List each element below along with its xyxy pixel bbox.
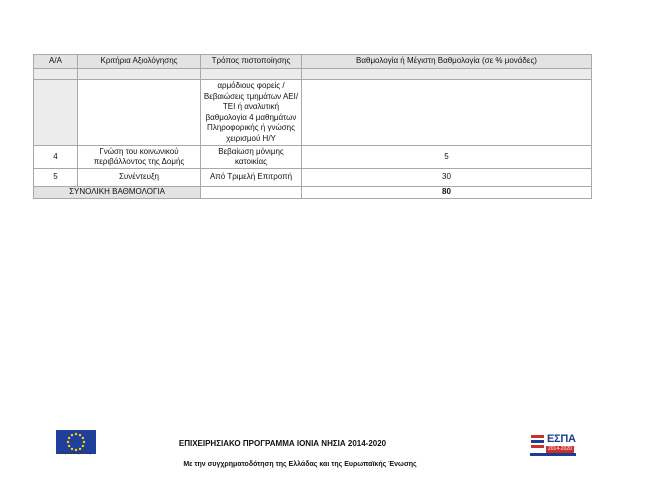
cofinancing-statement: Με την συγχρηματοδότηση της Ελλάδας και της Ευρωπαϊκής Ένωσης (183, 461, 417, 468)
header-criteria: Κριτήρια Αξιολόγησης (78, 55, 201, 69)
espa-underline (530, 453, 576, 456)
espa-brand: ΕΣΠΑ (547, 433, 576, 445)
cell-criterion: Γνώση του κοινωνικού περιβάλλοντος της Δομής (78, 146, 201, 169)
header-score: Βαθμολογία ή Μέγιστη Βαθμολογία (σε % μονάδες) (302, 55, 592, 69)
total-label: ΣΥΝΟΛΙΚΗ ΒΑΘΜΟΛΟΓΙΑ (34, 187, 201, 199)
table-row-continued (34, 80, 592, 146)
cell-certification: αρμόδιους φορείς / Βεβαιώσεις τμημάτων ΑΕΙ/ΤΕΙ ή αναλυτική βαθμολογία 4 μαθημάτων Πληροφορικής ή γνώσης χειρισμού Η/Υ (201, 80, 302, 146)
total-value: 80 (302, 187, 592, 199)
table-header-row (34, 55, 592, 69)
cell-certification: Βεβαίωση μόνιμης κατοικίας (201, 146, 302, 169)
cell-num: 4 (34, 146, 78, 169)
eu-caption: Ευρωπαϊκή Ένωση (60, 451, 92, 455)
header-num: Α/Α (34, 55, 78, 69)
table-total-row (34, 187, 592, 199)
cell-criterion: Συνέντευξη (78, 169, 201, 187)
cell-score: 5 (302, 146, 592, 169)
eu-flag-logo (56, 430, 96, 460)
evaluation-criteria-table (33, 54, 592, 199)
cell-num: 5 (34, 169, 78, 187)
cell-score: 30 (302, 169, 592, 187)
espa-years: 2014-2020 (548, 446, 572, 452)
table-row (34, 146, 592, 169)
cell-certification: Από Τριμελή Επιτροπή (201, 169, 302, 187)
table-row-empty (34, 69, 592, 80)
program-title: ΕΠΙΧΕΙΡΗΣΙΑΚΟ ΠΡΟΓΡΑΜΜΑ ΙΟΝΙΑ ΝΗΣΙΑ 2014-2020 (178, 439, 387, 448)
table-row (34, 169, 592, 187)
header-certification: Τρόπος πιστοποίησης (201, 55, 302, 69)
